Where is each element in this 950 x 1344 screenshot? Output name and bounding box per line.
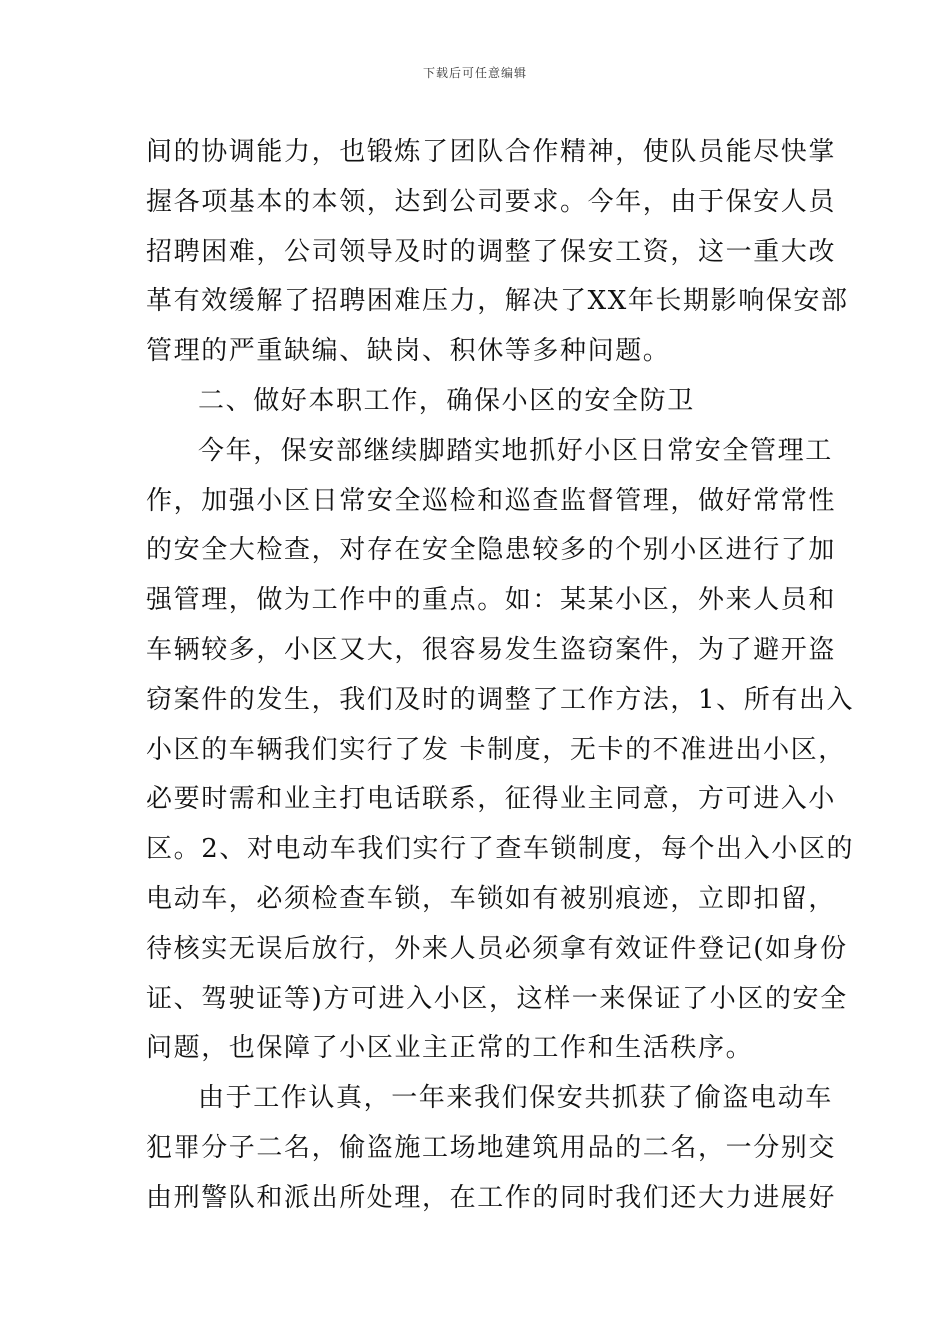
text-line: 待核实无误后放行，外来人员必须拿有效证件登记(如身份 xyxy=(146,933,848,964)
text-line: 的安全大检查，对存在安全隐患较多的个别小区进行了加 xyxy=(146,535,837,566)
text-line: 问题，也保障了小区业主正常的工作和生活秩序。 xyxy=(146,1033,754,1064)
text-line: 由刑警队和派出所处理，在工作的同时我们还大力进展好 xyxy=(146,1182,837,1213)
text-line: 窃案件的发生，我们及时的调整了工作方法，1、所有出入 xyxy=(146,684,855,715)
text-line: 革有效缓解了招聘困难压力，解决了XX年长期影响保安部 xyxy=(146,286,849,317)
text-line: 管理的严重缺编、缺岗、积休等多种问题。 xyxy=(146,336,671,367)
document-body xyxy=(146,128,855,1224)
text-line: 区。2、对电动车我们实行了查车锁制度，每个出入小区的 xyxy=(146,834,855,865)
text-line: 作，加强小区日常安全巡检和巡查监督管理，做好常常性 xyxy=(146,485,837,516)
text-line: 证、驾驶证等)方可进入小区，这样一来保证了小区的安全 xyxy=(146,983,848,1014)
text-line: 犯罪分子二名，偷盗施工场地建筑用品的二名，一分别交 xyxy=(146,1132,837,1163)
text-line: 招聘困难，公司领导及时的调整了保安工资，这一重大改 xyxy=(146,236,837,267)
section-heading: 二、做好本职工作，确保小区的安全防卫 xyxy=(198,385,695,416)
text-line: 间的协调能力，也锻炼了团队合作精神，使队员能尽快掌 xyxy=(146,137,837,167)
text-line: 强管理，做为工作中的重点。如：某某小区，外来人员和 xyxy=(146,585,837,616)
text-line: 车辆较多，小区又大，很容易发生盗窃案件，为了避开盗 xyxy=(146,634,837,665)
text-line: 必要时需和业主打电话联系，征得业主同意，方可进入小 xyxy=(146,784,837,815)
paragraph-start-line: 今年，保安部继续脚踏实地抓好小区日常安全管理工 xyxy=(198,435,833,466)
paragraph-start-line: 由于工作认真，一年来我们保安共抓获了偷盗电动车 xyxy=(198,1083,833,1114)
text-line: 电动车，必须检查车锁，车锁如有被别痕迹，立即扣留， xyxy=(146,883,837,914)
text-line: 握各项基本的本领，达到公司要求。今年，由于保安人员 xyxy=(146,186,837,217)
download-note: 下载后可任意编辑 xyxy=(422,66,527,80)
text-line: 小区的车辆我们实行了发 卡制度，无卡的不准进出小区， xyxy=(146,734,846,765)
